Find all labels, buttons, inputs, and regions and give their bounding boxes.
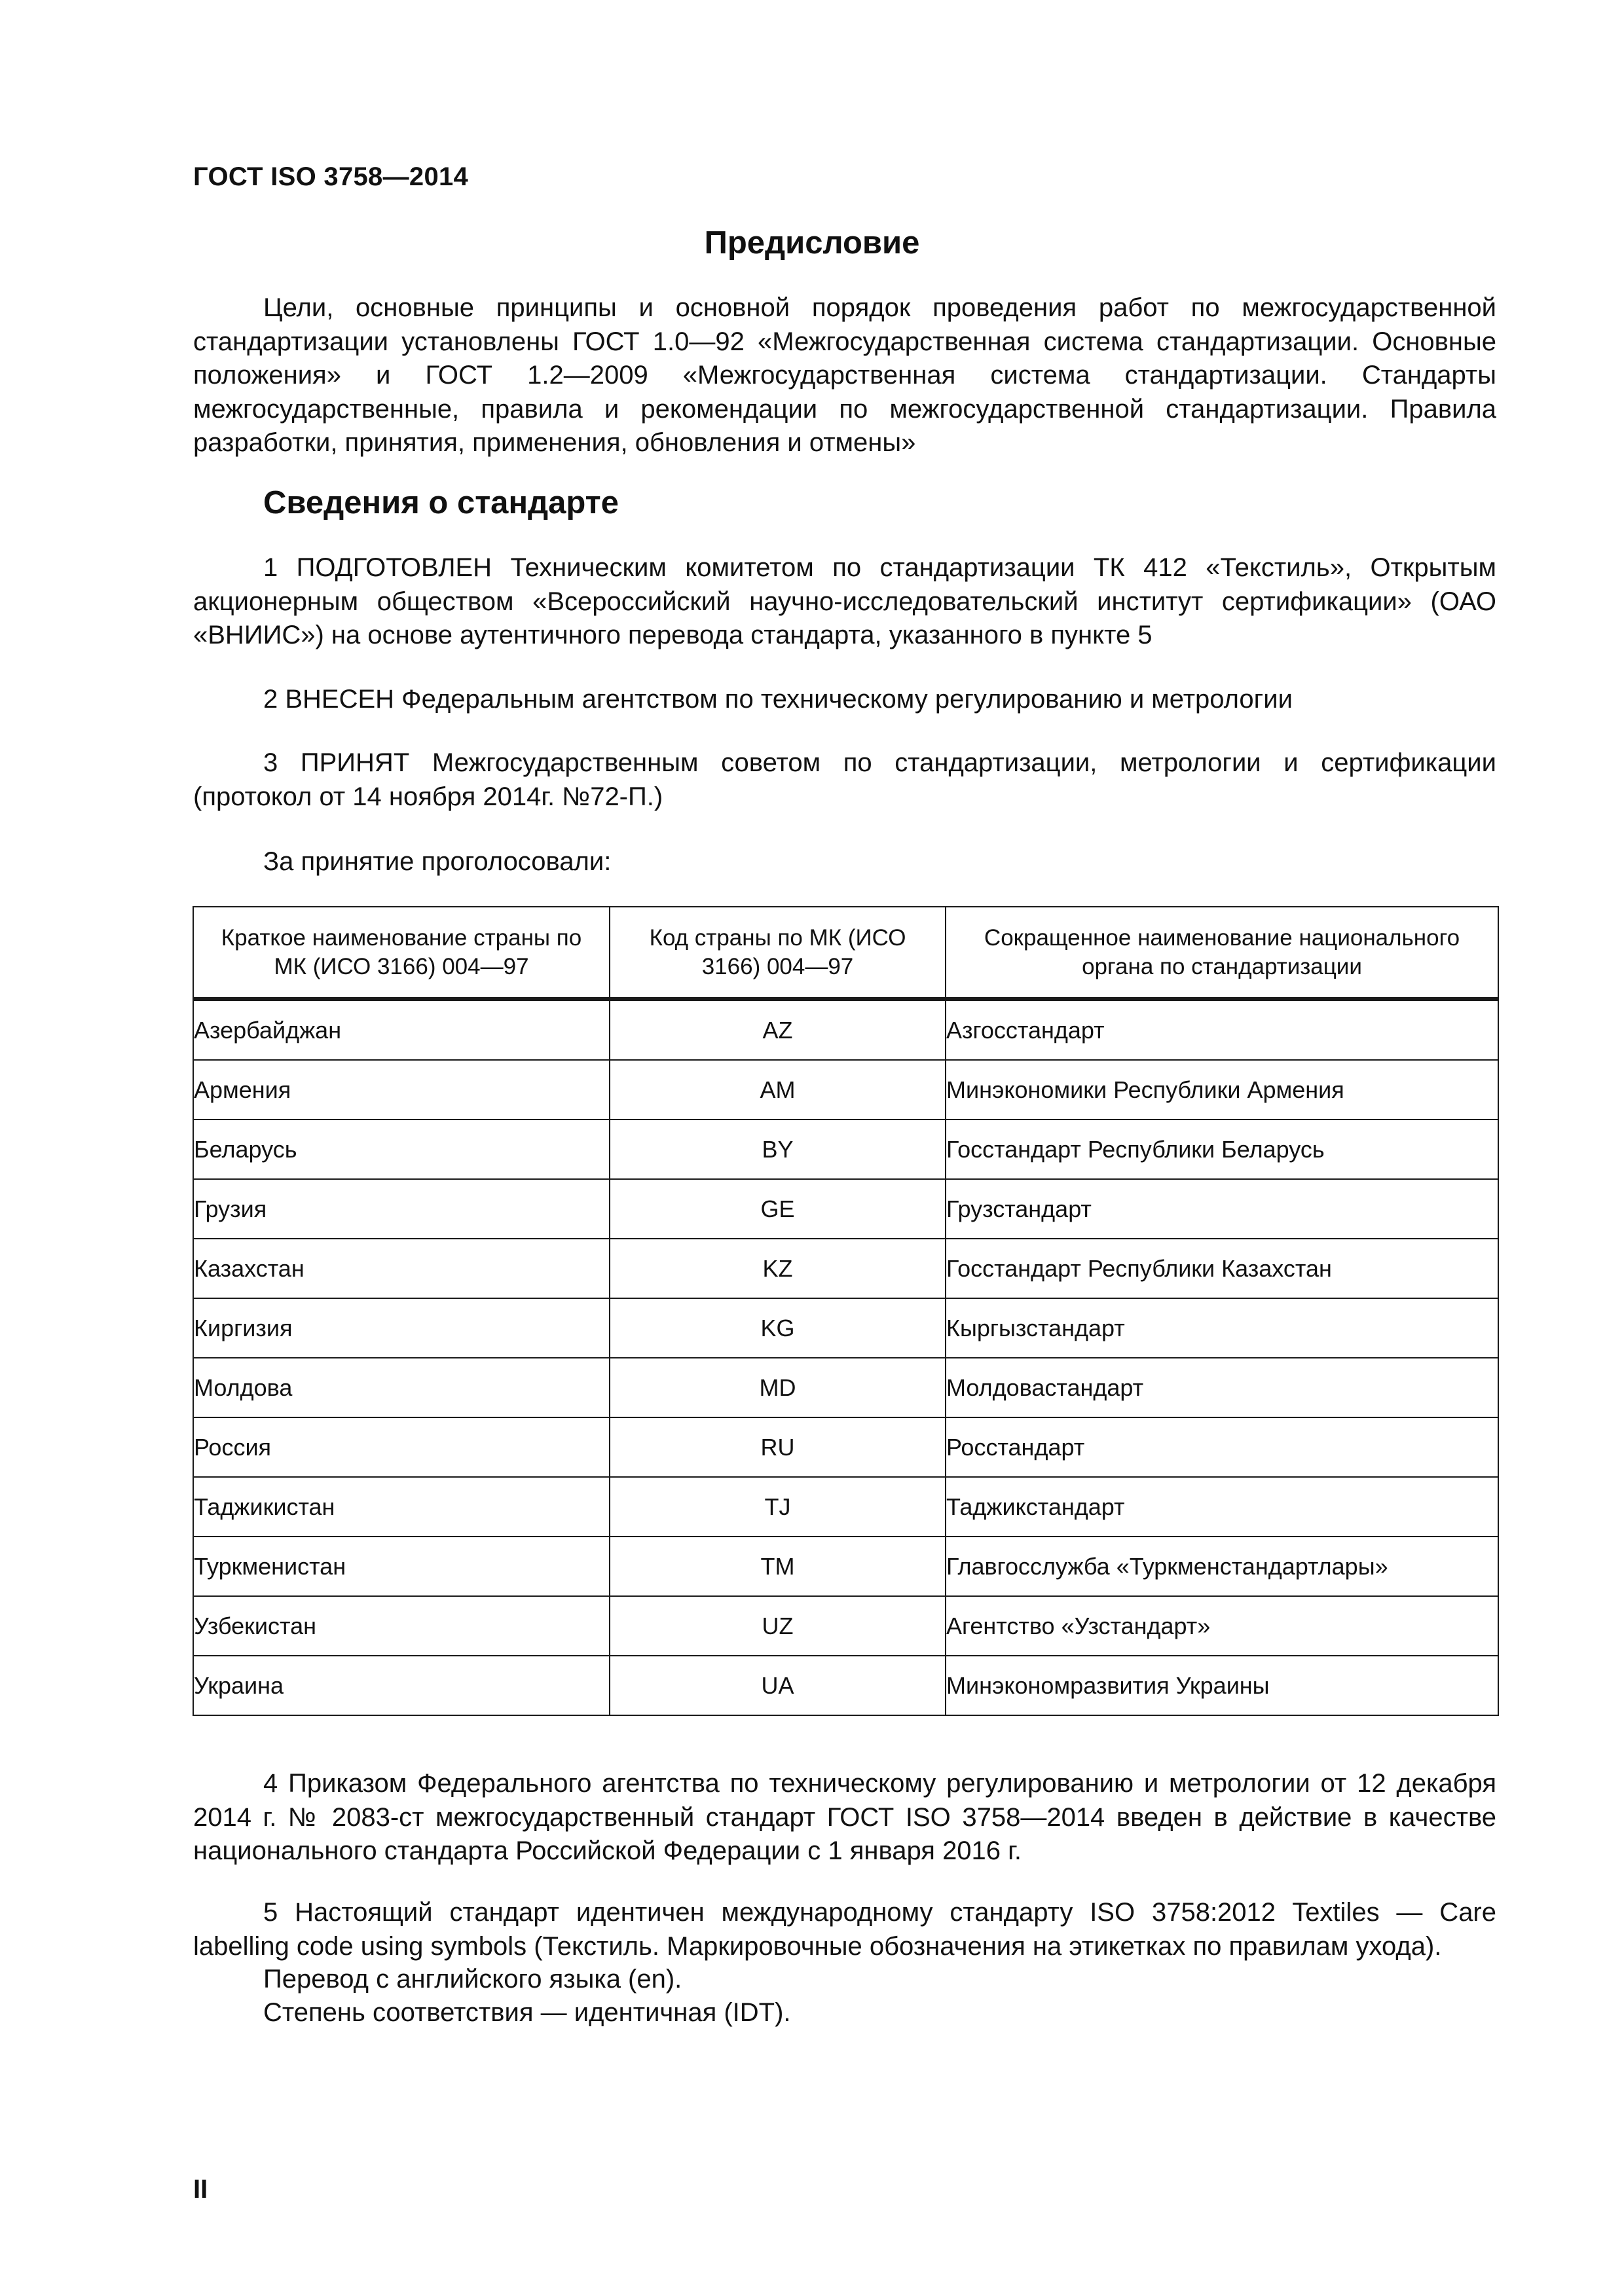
document-code-header: ГОСТ ISO 3758—2014 [193, 162, 469, 191]
country-name: Узбекистан [193, 1596, 610, 1656]
conformity-note: Степень соответствия — идентичная (IDT). [263, 1998, 791, 2027]
standards-body: Агентство «Узстандарт» [946, 1596, 1498, 1656]
country-code: AM [610, 1060, 946, 1120]
standards-body: Азгосстандарт [946, 999, 1498, 1060]
info-item-2: 2 ВНЕСЕН Федеральным агентством по техническому регулированию и метрологии [263, 685, 1293, 714]
country-code: RU [610, 1417, 946, 1477]
country-code: KZ [610, 1239, 946, 1298]
vote-intro: За принятие проголосовали: [263, 847, 612, 876]
info-item-1: 1 ПОДГОТОВЛЕН Техническим комитетом по стандартизации ТК 412 «Текстиль», Открытым акционерным обществом «Всероссийский научно-исследовательский институт сертификации» (ОАО «ВНИИС») на основе аутентичного перевода стандарта, указанного в пункте 5 [193, 553, 1496, 649]
foreword-title: Предисловие [704, 225, 920, 261]
column-header-code: Код страны по МК (ИСО 3166) 004—97 [610, 907, 946, 999]
translation-note: Перевод с английского языка (en). [263, 1965, 682, 1994]
country-code: BY [610, 1120, 946, 1179]
standards-body: Минэкономики Республики Армения [946, 1060, 1498, 1120]
country-code: GE [610, 1179, 946, 1239]
country-code: AZ [610, 999, 946, 1060]
column-header-country: Краткое наименование страны по МК (ИСО 3166) 004—97 [193, 907, 610, 999]
standards-body: Главгосслужба «Туркменстандартлары» [946, 1537, 1498, 1596]
column-header-body: Сокращенное наименование национального органа по стандартизации [946, 907, 1498, 999]
country-code: TM [610, 1537, 946, 1596]
standards-body: Молдовастандарт [946, 1358, 1498, 1417]
country-code: MD [610, 1358, 946, 1417]
table-row [193, 1656, 1498, 1715]
table-row [193, 999, 1498, 1060]
standards-body: Росстандарт [946, 1417, 1498, 1477]
country-name: Украина [193, 1656, 610, 1715]
country-name: Туркменистан [193, 1537, 610, 1596]
standards-body: Таджикстандарт [946, 1477, 1498, 1537]
country-code: TJ [610, 1477, 946, 1537]
info-item-3: 3 ПРИНЯТ Межгосударственным советом по стандартизации, метрологии и сертификации (протокол от 14 ноября 2014г. №72-П.) [193, 748, 1496, 811]
country-name: Таджикистан [193, 1477, 610, 1537]
country-name: Беларусь [193, 1120, 610, 1179]
page-number: II [193, 2175, 208, 2204]
info-item-5: 5 Настоящий стандарт идентичен международному стандарту ISO 3758:2012 Textiles — Care labelling code using symbols (Текстиль. Маркировочные обозначения на этикетках по правилам ухода). [193, 1898, 1496, 1961]
standards-body: Госстандарт Республики Казахстан [946, 1239, 1498, 1298]
table-row [193, 1417, 1498, 1477]
table-row [193, 1537, 1498, 1596]
standard-info-title: Сведения о стандарте [263, 485, 619, 520]
table-row [193, 1120, 1498, 1179]
foreword-paragraph: Цели, основные принципы и основной порядок проведения работ по межгосударственной стандартизации установлены ГОСТ 1.0—92 «Межгосударственная система стандартизации. Основные положения» и ГОСТ 1.2—2009 «Межгосударственная система стандартизации. Стандарты межгосударственные, правила и рекомендации по межгосударственной стандартизации. Правила разработки, принятия, применения, обновления и отмены» [193, 293, 1496, 457]
country-name: Азербайджан [193, 999, 610, 1060]
table-row [193, 1358, 1498, 1417]
country-name: Армения [193, 1060, 610, 1120]
table-row [193, 1477, 1498, 1537]
table-row [193, 1179, 1498, 1239]
table-row [193, 1596, 1498, 1656]
country-name: Казахстан [193, 1239, 610, 1298]
country-name: Грузия [193, 1179, 610, 1239]
standards-body: Грузстандарт [946, 1179, 1498, 1239]
standards-body: Кыргызстандарт [946, 1298, 1498, 1358]
country-code: KG [610, 1298, 946, 1358]
table-header-row [193, 907, 1498, 999]
voting-countries-table [193, 906, 1499, 1716]
country-code: UA [610, 1656, 946, 1715]
table-row [193, 1239, 1498, 1298]
table-row [193, 1060, 1498, 1120]
country-name: Киргизия [193, 1298, 610, 1358]
table-row [193, 1298, 1498, 1358]
standards-body: Госстандарт Республики Беларусь [946, 1120, 1498, 1179]
standards-body: Минэкономразвития Украины [946, 1656, 1498, 1715]
country-code: UZ [610, 1596, 946, 1656]
country-name: Россия [193, 1417, 610, 1477]
info-item-4: 4 Приказом Федерального агентства по техническому регулированию и метрологии от 12 декабря 2014 г. № 2083-ст межгосударственный стандарт ГОСТ ISO 3758—2014 введен в действие в качестве национального стандарта Российской Федерации с 1 января 2016 г. [193, 1769, 1496, 1865]
country-name: Молдова [193, 1358, 610, 1417]
